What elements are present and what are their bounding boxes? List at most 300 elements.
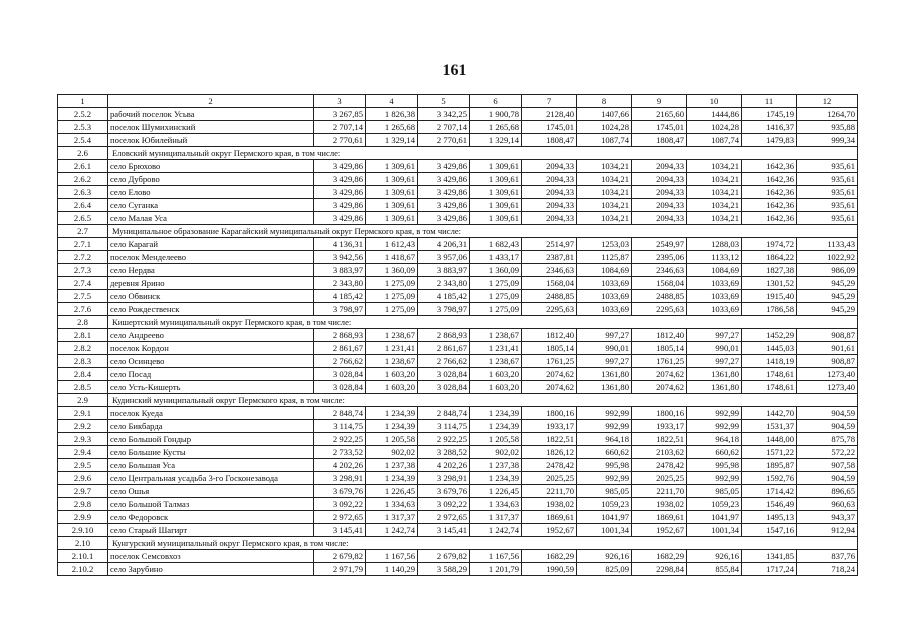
tariff-value: 1 242,74	[470, 524, 522, 537]
tariff-value: 926,16	[687, 550, 742, 563]
table-row	[58, 498, 858, 511]
tariff-value: 1407,66	[577, 108, 632, 121]
tariff-value: 1034,21	[577, 186, 632, 199]
tariff-value: 3 429,86	[314, 160, 366, 173]
tariff-value: 1 360,09	[366, 264, 418, 277]
tariff-value: 3 798,97	[418, 303, 470, 316]
tariff-value: 1273,40	[797, 368, 858, 381]
row-number: 2.6.3	[58, 186, 108, 199]
tariff-value: 3 957,06	[418, 251, 470, 264]
tariff-value: 3 342,25	[418, 108, 470, 121]
row-number: 2.6	[58, 147, 108, 160]
tariff-value: 1034,21	[687, 160, 742, 173]
tariff-value: 1 275,09	[470, 303, 522, 316]
header-row	[58, 95, 858, 108]
tariff-value: 908,87	[797, 329, 858, 342]
tariff-value: 1 826,38	[366, 108, 418, 121]
row-number: 2.7.6	[58, 303, 108, 316]
tariff-value: 1812,40	[522, 329, 577, 342]
tariff-value: 2 707,14	[418, 121, 470, 134]
column-header: 4	[366, 95, 418, 108]
tariff-value: 2 707,14	[314, 121, 366, 134]
tariff-value: 1001,34	[577, 524, 632, 537]
table-row	[58, 121, 858, 134]
tariff-value: 1 309,61	[366, 173, 418, 186]
settlement-name: село Зарубино	[108, 563, 314, 576]
tariff-value: 1033,69	[577, 303, 632, 316]
row-number: 2.5.3	[58, 121, 108, 134]
tariff-value: 3 028,84	[314, 368, 366, 381]
tariff-value: 992,99	[577, 420, 632, 433]
tariff-value: 3 028,84	[418, 381, 470, 394]
tariff-value: 1642,36	[742, 186, 797, 199]
section-row	[58, 394, 858, 407]
tariff-value: 2395,06	[632, 251, 687, 264]
tariff-value: 1 238,67	[366, 329, 418, 342]
tariff-value: 2103,62	[632, 446, 687, 459]
tariff-value: 1805,14	[522, 342, 577, 355]
tariff-value: 2094,33	[632, 186, 687, 199]
tariff-value: 855,84	[687, 563, 742, 576]
column-header: 9	[632, 95, 687, 108]
tariff-value: 1 234,39	[470, 407, 522, 420]
row-number: 2.9	[58, 394, 108, 407]
tariff-value: 1761,25	[632, 355, 687, 368]
table-row	[58, 199, 858, 212]
tariff-value: 3 092,22	[314, 498, 366, 511]
tariff-value: 1 334,63	[366, 498, 418, 511]
tariff-value: 1547,16	[742, 524, 797, 537]
tariff-value: 2094,33	[522, 212, 577, 225]
tariff-value: 825,09	[577, 563, 632, 576]
settlement-name: село Нердва	[108, 264, 314, 277]
tariff-value: 1024,28	[577, 121, 632, 134]
tariff-value: 1938,02	[522, 498, 577, 511]
tariff-value: 3 942,56	[314, 251, 366, 264]
tariff-value: 1 309,61	[366, 199, 418, 212]
tariff-value: 4 136,31	[314, 238, 366, 251]
tariff-value: 1786,58	[742, 303, 797, 316]
tariff-value: 992,99	[577, 407, 632, 420]
tariff-value: 1448,00	[742, 433, 797, 446]
tariff-value: 1 334,63	[470, 498, 522, 511]
section-title: Муниципальное образование Карагайский муниципальный округ Пермского края, в том числе:	[108, 225, 858, 238]
tariff-value: 3 267,85	[314, 108, 366, 121]
tariff-value: 2346,63	[632, 264, 687, 277]
tariff-value: 908,87	[797, 355, 858, 368]
settlement-name: поселок Семсовхоз	[108, 550, 314, 563]
settlement-name: село Посад	[108, 368, 314, 381]
tariff-value: 1 603,20	[470, 368, 522, 381]
settlement-name: село Брюхово	[108, 160, 314, 173]
tariff-value: 3 883,97	[314, 264, 366, 277]
table-row	[58, 381, 858, 394]
tariff-value: 1479,83	[742, 134, 797, 147]
tariff-value: 2128,40	[522, 108, 577, 121]
row-number: 2.8.1	[58, 329, 108, 342]
tariff-value: 1568,04	[522, 277, 577, 290]
tariff-value: 935,61	[797, 173, 858, 186]
row-number: 2.9.7	[58, 485, 108, 498]
tariff-value: 1642,36	[742, 199, 797, 212]
tariff-value: 1 205,58	[366, 433, 418, 446]
tariff-value: 660,62	[577, 446, 632, 459]
table-row	[58, 459, 858, 472]
tariff-value: 1 231,41	[470, 342, 522, 355]
tariff-value: 3 429,86	[314, 212, 366, 225]
tariff-value: 2 848,74	[314, 407, 366, 420]
table-row	[58, 238, 858, 251]
tariff-value: 3 092,22	[418, 498, 470, 511]
row-number: 2.6.1	[58, 160, 108, 173]
tariff-value: 945,29	[797, 303, 858, 316]
tariff-value: 1361,80	[577, 368, 632, 381]
row-number: 2.5.4	[58, 134, 108, 147]
row-number: 2.10	[58, 537, 108, 550]
tariff-value: 1 140,29	[366, 563, 418, 576]
tariff-value: 1041,97	[687, 511, 742, 524]
table-row	[58, 329, 858, 342]
tariff-value: 2211,70	[522, 485, 577, 498]
tariff-value: 1869,61	[522, 511, 577, 524]
row-number: 2.10.2	[58, 563, 108, 576]
table-row	[58, 472, 858, 485]
tariff-value: 1361,80	[687, 381, 742, 394]
tariff-value: 1822,51	[632, 433, 687, 446]
tariff-value: 1001,34	[687, 524, 742, 537]
section-row	[58, 147, 858, 160]
tariff-value: 1 234,39	[366, 472, 418, 485]
tariff-value: 1748,61	[742, 381, 797, 394]
table-row	[58, 108, 858, 121]
tariff-value: 1974,72	[742, 238, 797, 251]
tariff-value: 572,22	[797, 446, 858, 459]
tariff-value: 1568,04	[632, 277, 687, 290]
tariff-value: 945,29	[797, 277, 858, 290]
row-number: 2.9.6	[58, 472, 108, 485]
settlement-name: село Малая Уса	[108, 212, 314, 225]
tariff-value: 2 343,80	[314, 277, 366, 290]
settlement-name: деревня Ярино	[108, 277, 314, 290]
tariff-value: 3 429,86	[418, 173, 470, 186]
tariff-value: 935,61	[797, 199, 858, 212]
tariff-value: 1361,80	[687, 368, 742, 381]
tariff-value: 990,01	[687, 342, 742, 355]
tariff-value: 1 275,09	[470, 290, 522, 303]
table-row	[58, 212, 858, 225]
settlement-name: село Центральная усадьба 3-го Госконезавода	[108, 472, 314, 485]
tariff-value: 2094,33	[632, 160, 687, 173]
tariff-value: 2514,97	[522, 238, 577, 251]
settlement-name: село Осинцево	[108, 355, 314, 368]
tariff-value: 992,99	[577, 472, 632, 485]
table-row	[58, 420, 858, 433]
settlement-name: село Бикбарда	[108, 420, 314, 433]
settlement-name: село Ошья	[108, 485, 314, 498]
tariff-value: 986,09	[797, 264, 858, 277]
tariff-value: 4 202,26	[418, 459, 470, 472]
tariff-value: 3 883,97	[418, 264, 470, 277]
tariff-value: 2478,42	[522, 459, 577, 472]
column-header: 8	[577, 95, 632, 108]
tariff-value: 1084,69	[577, 264, 632, 277]
tariff-value: 1990,59	[522, 563, 577, 576]
settlement-name: село Большой Талмаз	[108, 498, 314, 511]
tariff-value: 1 237,38	[366, 459, 418, 472]
tariff-value: 943,37	[797, 511, 858, 524]
tariff-value: 1745,01	[522, 121, 577, 134]
tariff-value: 997,27	[687, 355, 742, 368]
settlement-name: поселок Куеда	[108, 407, 314, 420]
table-row	[58, 446, 858, 459]
tariff-value: 1933,17	[522, 420, 577, 433]
tariff-value: 1 309,61	[470, 160, 522, 173]
tariff-value: 2549,97	[632, 238, 687, 251]
tariff-value: 1952,67	[522, 524, 577, 537]
tariff-value: 992,99	[687, 472, 742, 485]
tariff-value: 1 309,61	[366, 160, 418, 173]
tariff-value: 1 234,39	[366, 420, 418, 433]
tariff-value: 2488,85	[632, 290, 687, 303]
column-header: 7	[522, 95, 577, 108]
table-row	[58, 355, 858, 368]
tariff-value: 3 429,86	[418, 212, 470, 225]
tariff-value: 1 226,45	[470, 485, 522, 498]
tariff-value: 3 145,41	[418, 524, 470, 537]
tariff-value: 4 206,31	[418, 238, 470, 251]
tariff-value: 2298,84	[632, 563, 687, 576]
tariff-value: 1 309,61	[470, 173, 522, 186]
tariff-value: 1933,17	[632, 420, 687, 433]
tariff-value: 3 028,84	[314, 381, 366, 394]
settlement-name: село Андреево	[108, 329, 314, 342]
tariff-value: 1808,47	[632, 134, 687, 147]
settlement-name: село Дуброво	[108, 173, 314, 186]
tariff-value: 2 922,25	[418, 433, 470, 446]
tariff-value: 2074,62	[522, 381, 577, 394]
tariff-value: 2 861,67	[314, 342, 366, 355]
row-number: 2.8.3	[58, 355, 108, 368]
table-row	[58, 563, 858, 576]
tariff-value: 2074,62	[632, 368, 687, 381]
tariff-value: 1864,22	[742, 251, 797, 264]
tariff-value: 2094,33	[632, 173, 687, 186]
section-row	[58, 537, 858, 550]
tariff-value: 1087,74	[577, 134, 632, 147]
column-header: 6	[470, 95, 522, 108]
tariff-value: 1361,80	[577, 381, 632, 394]
table-row	[58, 550, 858, 563]
settlement-name: село Рождественск	[108, 303, 314, 316]
tariff-value: 2295,63	[522, 303, 577, 316]
tariff-value: 1714,42	[742, 485, 797, 498]
tariff-value: 1034,21	[577, 199, 632, 212]
row-number: 2.8.2	[58, 342, 108, 355]
tariff-value: 2 770,61	[418, 134, 470, 147]
table-row	[58, 134, 858, 147]
tariff-value: 1034,21	[687, 212, 742, 225]
tariff-value: 1938,02	[632, 498, 687, 511]
tariff-value: 660,62	[687, 446, 742, 459]
row-number: 2.9.3	[58, 433, 108, 446]
tariff-value: 1 603,20	[366, 381, 418, 394]
tariff-value: 2 770,61	[314, 134, 366, 147]
tariff-value: 1 309,61	[470, 199, 522, 212]
tariff-value: 1084,69	[687, 264, 742, 277]
tariff-value: 4 185,42	[418, 290, 470, 303]
tariff-value: 1869,61	[632, 511, 687, 524]
tariff-value: 1 682,43	[470, 238, 522, 251]
tariff-value: 1571,22	[742, 446, 797, 459]
tariff-value: 3 588,29	[418, 563, 470, 576]
table-row	[58, 173, 858, 186]
tariff-value: 1452,29	[742, 329, 797, 342]
tariff-value: 1087,74	[687, 134, 742, 147]
row-number: 2.8	[58, 316, 108, 329]
tariff-value: 1024,28	[687, 121, 742, 134]
tariff-value: 992,99	[687, 407, 742, 420]
table-row	[58, 524, 858, 537]
tariff-value: 2 861,67	[418, 342, 470, 355]
row-number: 2.9.1	[58, 407, 108, 420]
tariff-value: 985,05	[577, 485, 632, 498]
tariff-value: 1 242,74	[366, 524, 418, 537]
tariff-value: 1 329,14	[470, 134, 522, 147]
tariff-value: 1 201,79	[470, 563, 522, 576]
tariff-value: 904,59	[797, 407, 858, 420]
tariff-value: 2 766,62	[418, 355, 470, 368]
tariff-value: 2387,81	[522, 251, 577, 264]
tariff-value: 1 329,14	[366, 134, 418, 147]
table-row	[58, 407, 858, 420]
tariff-value: 2295,63	[632, 303, 687, 316]
tariff-value: 1 205,58	[470, 433, 522, 446]
tariff-value: 1915,40	[742, 290, 797, 303]
page-number: 161	[442, 62, 467, 79]
tariff-value: 1041,97	[577, 511, 632, 524]
tariff-value: 1895,87	[742, 459, 797, 472]
tariff-value: 1642,36	[742, 160, 797, 173]
tariff-value: 926,16	[577, 550, 632, 563]
tariff-value: 1 167,56	[366, 550, 418, 563]
tariff-value: 1 433,17	[470, 251, 522, 264]
tariff-value: 1 226,45	[366, 485, 418, 498]
tariff-value: 2094,33	[522, 199, 577, 212]
tariff-value: 1 275,09	[470, 277, 522, 290]
tariff-value: 1 275,09	[366, 277, 418, 290]
tariff-value: 1033,69	[687, 277, 742, 290]
tariff-value: 997,27	[577, 355, 632, 368]
tariff-value: 1 603,20	[470, 381, 522, 394]
tariff-value: 1531,37	[742, 420, 797, 433]
tariff-value: 2478,42	[632, 459, 687, 472]
tariff-value: 2 733,52	[314, 446, 366, 459]
tariff-value: 2025,25	[522, 472, 577, 485]
tariff-value: 2488,85	[522, 290, 577, 303]
tariff-table	[57, 94, 858, 576]
tariff-value: 964,18	[577, 433, 632, 446]
table-row	[58, 303, 858, 316]
tariff-value: 1301,52	[742, 277, 797, 290]
tariff-value: 1822,51	[522, 433, 577, 446]
row-number: 2.9.4	[58, 446, 108, 459]
table-row	[58, 277, 858, 290]
tariff-value: 2074,62	[632, 381, 687, 394]
tariff-value: 2 868,93	[418, 329, 470, 342]
tariff-value: 2094,33	[522, 186, 577, 199]
tariff-value: 2 848,74	[418, 407, 470, 420]
section-title: Кишертский муниципальный округ Пермского края, в том числе:	[108, 316, 858, 329]
tariff-value: 2 679,82	[314, 550, 366, 563]
tariff-value: 1033,69	[687, 290, 742, 303]
tariff-value: 1 238,67	[470, 355, 522, 368]
tariff-value: 1 418,67	[366, 251, 418, 264]
tariff-value: 1 238,67	[366, 355, 418, 368]
tariff-value: 1033,69	[687, 303, 742, 316]
settlement-name: село Елово	[108, 186, 314, 199]
tariff-value: 4 202,26	[314, 459, 366, 472]
tariff-value: 935,61	[797, 186, 858, 199]
tariff-value: 999,34	[797, 134, 858, 147]
tariff-value: 2 972,65	[418, 511, 470, 524]
tariff-value: 1022,92	[797, 251, 858, 264]
tariff-value: 1 237,38	[470, 459, 522, 472]
row-number: 2.8.5	[58, 381, 108, 394]
tariff-value: 3 298,91	[418, 472, 470, 485]
tariff-value: 1812,40	[632, 329, 687, 342]
settlement-name: село Большая Уса	[108, 459, 314, 472]
tariff-value: 1133,12	[687, 251, 742, 264]
settlement-name: поселок Менделеево	[108, 251, 314, 264]
tariff-value: 1 360,09	[470, 264, 522, 277]
tariff-value: 1033,69	[577, 277, 632, 290]
tariff-value: 1273,40	[797, 381, 858, 394]
table-row	[58, 186, 858, 199]
tariff-value: 1 309,61	[470, 212, 522, 225]
tariff-value: 1 265,68	[366, 121, 418, 134]
tariff-value: 2025,25	[632, 472, 687, 485]
tariff-value: 935,61	[797, 160, 858, 173]
tariff-value: 1442,70	[742, 407, 797, 420]
settlement-name: село Карагай	[108, 238, 314, 251]
tariff-value: 3 028,84	[418, 368, 470, 381]
tariff-value: 945,29	[797, 290, 858, 303]
tariff-value: 985,05	[687, 485, 742, 498]
tariff-value: 2211,70	[632, 485, 687, 498]
tariff-value: 1642,36	[742, 212, 797, 225]
tariff-value: 4 185,42	[314, 290, 366, 303]
tariff-value: 3 429,86	[314, 173, 366, 186]
column-header: 12	[797, 95, 858, 108]
settlement-name: село Старый Шагирт	[108, 524, 314, 537]
tariff-value: 997,27	[687, 329, 742, 342]
tariff-value: 3 679,76	[418, 485, 470, 498]
tariff-value: 995,98	[577, 459, 632, 472]
settlement-name: село Суганка	[108, 199, 314, 212]
tariff-value: 1 900,78	[470, 108, 522, 121]
tariff-value: 1800,16	[522, 407, 577, 420]
tariff-value: 2094,33	[522, 173, 577, 186]
settlement-name: село Большой Гондыр	[108, 433, 314, 446]
tariff-value: 2094,33	[522, 160, 577, 173]
tariff-value: 1264,70	[797, 108, 858, 121]
tariff-value: 1495,13	[742, 511, 797, 524]
column-header: 3	[314, 95, 366, 108]
table-body	[58, 95, 858, 576]
tariff-value: 2165,60	[632, 108, 687, 121]
tariff-value: 1827,38	[742, 264, 797, 277]
tariff-value: 1682,29	[522, 550, 577, 563]
